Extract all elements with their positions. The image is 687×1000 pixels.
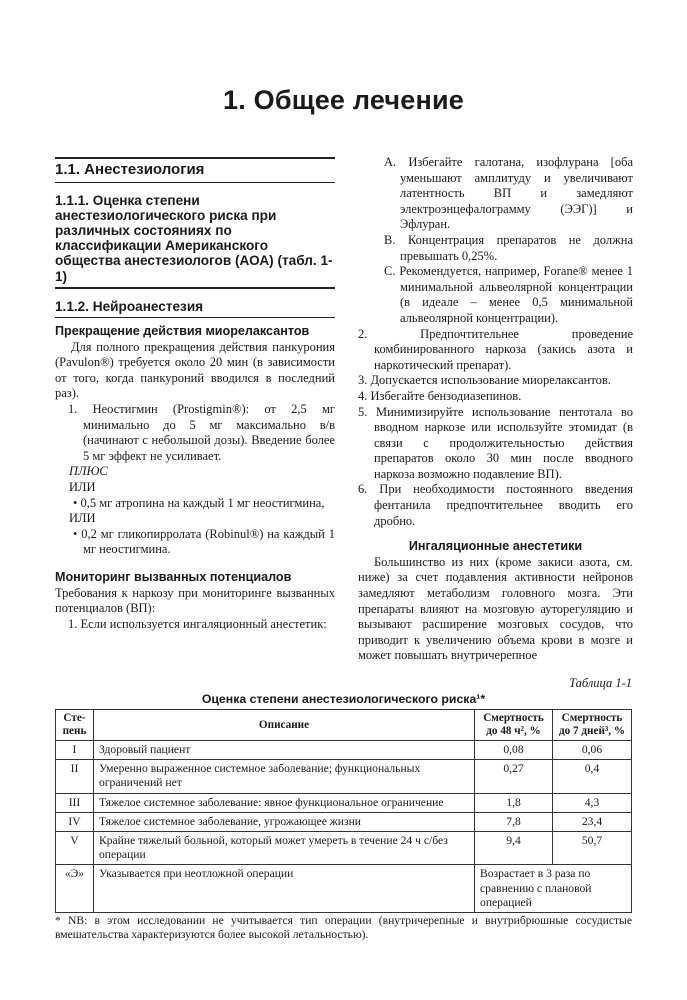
- table-row: [56, 741, 632, 760]
- table-row: [56, 832, 632, 865]
- table-row: [56, 760, 632, 793]
- cell-grade: II: [56, 760, 94, 793]
- cell-mortality-emergency: Возрастает в 3 раза по сравнению с плановой операцией: [475, 865, 632, 913]
- connector-or-1: ИЛИ: [69, 479, 96, 494]
- section-heading: 1.1. Анестезиология: [55, 157, 335, 183]
- header-mortality-7d: Смертность до 7 дней³, %: [553, 710, 632, 741]
- right-column: [358, 155, 633, 664]
- list-item-6: 6. При необходимости постоянного введения фентанила предпочтительнее вводить его дробно.: [358, 482, 633, 528]
- cell-mortality-48h: 0,27: [475, 760, 553, 793]
- subsection-heading-risk: 1.1.1. Оценка степени анестезиологического риска при различных состояниях по классификации Американского общества анестезиологов (АОА) (табл. 1-1): [55, 185, 335, 289]
- footnote: * NB: в этом исследовании не учитывается тип операции (внутричерепные и внутрибрюшные сосудистые вмешательства характеризуются более высокой летальностью).: [55, 914, 632, 941]
- sub-item-a: A. Избегайте галотана, изофлурана [оба уменьшают амплитуду и увеличивают латентность ВП и замедляют электроэнцефалограмму (ЭЭГ)] и Эфлуран.: [384, 155, 633, 232]
- cell-description: Указывается при неотложной операции: [93, 865, 474, 913]
- table-row: [56, 812, 632, 831]
- cell-mortality-48h: 9,4: [475, 832, 553, 865]
- heading-monitoring: Мониторинг вызванных потенциалов: [55, 569, 292, 584]
- list-item-inhalational: 1. Если используется ингаляционный анестетик:: [68, 616, 327, 631]
- heading-relaxants: Прекращение действия миорелаксантов: [55, 324, 310, 339]
- cell-mortality-7d: 4,3: [553, 793, 632, 812]
- cell-description: Тяжелое системное заболевание, угрожающее жизни: [93, 812, 474, 831]
- cell-grade: V: [56, 832, 94, 865]
- list-item-neostigmine: 1. Неостигмин (Prostigmin®): от 2,5 мг минимально до 5 мг максимально в/в (начинают с небольшой дозы). Введение более 5 мг эффект не усиливает.: [68, 401, 335, 463]
- cell-description: Крайне тяжелый больной, который может умереть в течение 24 ч с/без операции: [93, 832, 474, 865]
- cell-description: Тяжелое системное заболевание: явное функциональное ограничение: [93, 793, 474, 812]
- cell-grade: IV: [56, 812, 94, 831]
- cell-mortality-7d: 0,06: [553, 741, 632, 760]
- list-item-4: 4. Избегайте бензодиазепинов.: [358, 388, 522, 403]
- list-item-5: 5. Минимизируйте использование пентотала во вводном наркозе или используйте этомидат (в связи с продолжительностью действия препаратов около 30 мин после вводного наркоза возможно подавление ВП).: [358, 404, 633, 481]
- bullet-atropine: • 0,5 мг атропина на каждый 1 мг неостигмина,: [73, 495, 325, 510]
- table-number: Таблица 1-1: [569, 676, 632, 690]
- list-item-3: 3. Допускается использование миорелаксантов.: [358, 373, 611, 388]
- cell-mortality-48h: 1,8: [475, 793, 553, 812]
- chapter-title: 1. Общее лечение: [223, 85, 464, 115]
- left-column: [55, 155, 335, 632]
- cell-description: Умеренно выраженное системное заболевание; функциональных ограничений нет: [93, 760, 474, 793]
- list-item-2: 2. Предпочтительнее проведение комбинированного наркоза (закись азота и наркотический препарат).: [358, 326, 633, 372]
- header-mortality-48h: Смертность до 48 ч², %: [475, 710, 553, 741]
- cell-mortality-7d: 23,4: [553, 812, 632, 831]
- cell-grade: I: [56, 741, 94, 760]
- cell-mortality-48h: 7,8: [475, 812, 553, 831]
- cell-mortality-7d: 0,4: [553, 760, 632, 793]
- cell-grade: «Э»: [56, 865, 94, 913]
- connector-or-2: ИЛИ: [69, 511, 96, 526]
- bullet-glycopyrrolate: • 0,2 мг гликопирролата (Robinul®) на каждый 1 мг неостигмина.: [73, 526, 335, 557]
- header-description: Описание: [93, 710, 474, 741]
- paragraph-inhalational: Большинство из них (кроме закиси азота, см. ниже) за счет подавления активности нейронов замедляют метаболизм головного мозга. Эти препараты влияют на мозговую ауторегуляцию и вызывают расширение мозговых сосудов, что приводит к увеличению объема крови в мозге и может повышать внутричерепное: [358, 554, 633, 663]
- cell-description: Здоровый пациент: [93, 741, 474, 760]
- cell-grade: III: [56, 793, 94, 812]
- cell-mortality-48h: 0,08: [475, 741, 553, 760]
- header-grade: Сте-пень: [56, 710, 94, 741]
- table-header-row: [56, 710, 632, 741]
- heading-inhalational: Ингаляционные анестетики: [408, 539, 583, 554]
- sub-item-c: C. Рекомендуется, например, Forane® менее 1 минимальной альвеолярной концентрации (в идеале – менее 0,5 минимальной альвеолярной концентрации).: [384, 264, 633, 325]
- table-row: [56, 793, 632, 812]
- sub-item-b: B. Концентрация препаратов не должна превышать 0,25%.: [384, 232, 633, 263]
- cell-mortality-7d: 50,7: [553, 832, 632, 865]
- table-title: Оценка степени анестезиологического риска¹*: [201, 692, 486, 706]
- subsection-heading-neuro: 1.1.2. Нейроанестезия: [55, 291, 335, 318]
- paragraph-monitoring: Требования к наркозу при мониторинге вызванных потенциалов (ВП):: [55, 585, 335, 616]
- connector-plus: ПЛЮС: [69, 464, 108, 479]
- table-row: [56, 865, 632, 913]
- paragraph-relaxants: Для полного прекращения действия панкурония (Pavulon®) требуется около 20 мин (в зависимости от того, когда панкуроний вводился в последний раз).: [55, 339, 335, 401]
- risk-table: [55, 709, 632, 913]
